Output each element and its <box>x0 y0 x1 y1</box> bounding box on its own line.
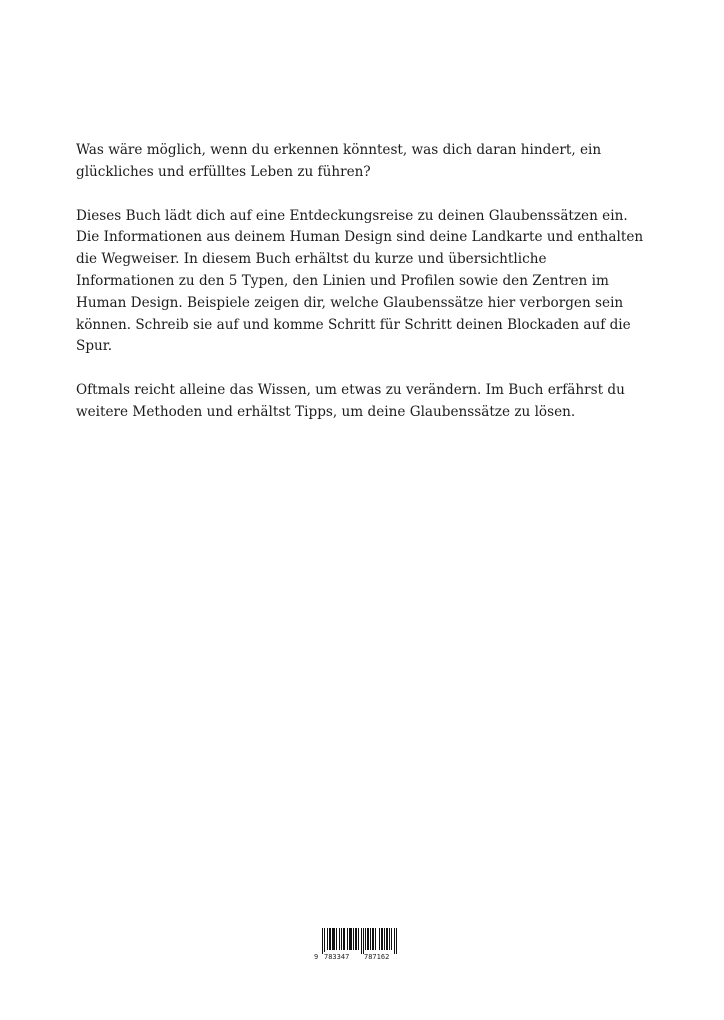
barcode-bar <box>384 928 385 950</box>
blurb-text <box>76 140 646 446</box>
barcode-bar <box>322 928 323 954</box>
barcode-bar <box>367 928 369 950</box>
barcode-bar <box>347 928 348 950</box>
barcode-bar <box>370 928 371 950</box>
barcode-bar <box>396 928 397 954</box>
barcode-bar <box>379 928 380 950</box>
barcode-bar <box>339 928 340 950</box>
barcode-bar <box>394 928 395 954</box>
barcode-bar <box>361 928 362 954</box>
barcode-bars <box>314 928 406 954</box>
blurb-paragraph-2: Dieses Buch lädt dich auf eine Entdeckungsreise zu deinen Glaubenssätzen ein. Die Informationen aus deinem Human Design sind deine Landkarte und enthalten die Wegweiser. In diesem Buch erhältst du kurze und übersichtliche Informationen zu den 5 Typen, den Linien und Profilen sowie den Zentren im Human Design. Beispiele zeigen dir, welche Glaubenssätze hier verborgen sein können. Schreib sie auf und komme Schritt für Schritt deinen Blockaden auf die Spur. <box>76 207 644 355</box>
barcode-bar <box>332 928 335 950</box>
blurb-paragraph-1: Was wäre möglich, wenn du erkennen könntest, was dich daran hindert, ein glückliches und erfülltes Leben zu führen? <box>76 142 602 180</box>
barcode-bar <box>372 928 374 950</box>
blurb-paragraph-3: Oftmals reicht alleine das Wissen, um etwas zu verändern. Im Buch erfährst du weitere Methoden und erhältst Tipps, um deine Glaubenssätze zu lösen. <box>76 382 625 420</box>
barcode-right-group: 787162 <box>364 953 390 961</box>
barcode-number <box>314 952 406 962</box>
barcode-bar <box>349 928 352 950</box>
barcode-bar <box>327 928 328 950</box>
barcode-first-digit: 9 <box>314 953 319 961</box>
barcode-bar <box>363 928 364 954</box>
barcode-bar <box>324 928 325 954</box>
barcode-bar <box>381 928 383 950</box>
barcode-bar <box>389 928 390 950</box>
barcode-left-group: 783347 <box>324 953 350 961</box>
barcode-bar <box>341 928 342 950</box>
barcode-bar <box>386 928 388 950</box>
barcode-bar <box>343 928 345 950</box>
barcode-bar <box>391 928 392 950</box>
barcode-bar <box>336 928 337 950</box>
barcode-bar <box>355 928 357 950</box>
isbn-barcode <box>314 928 406 962</box>
barcode-bar <box>365 928 366 950</box>
barcode-bar <box>353 928 354 950</box>
barcode-bar <box>375 928 376 950</box>
barcode-bar <box>358 928 359 950</box>
barcode-bar <box>329 928 331 950</box>
